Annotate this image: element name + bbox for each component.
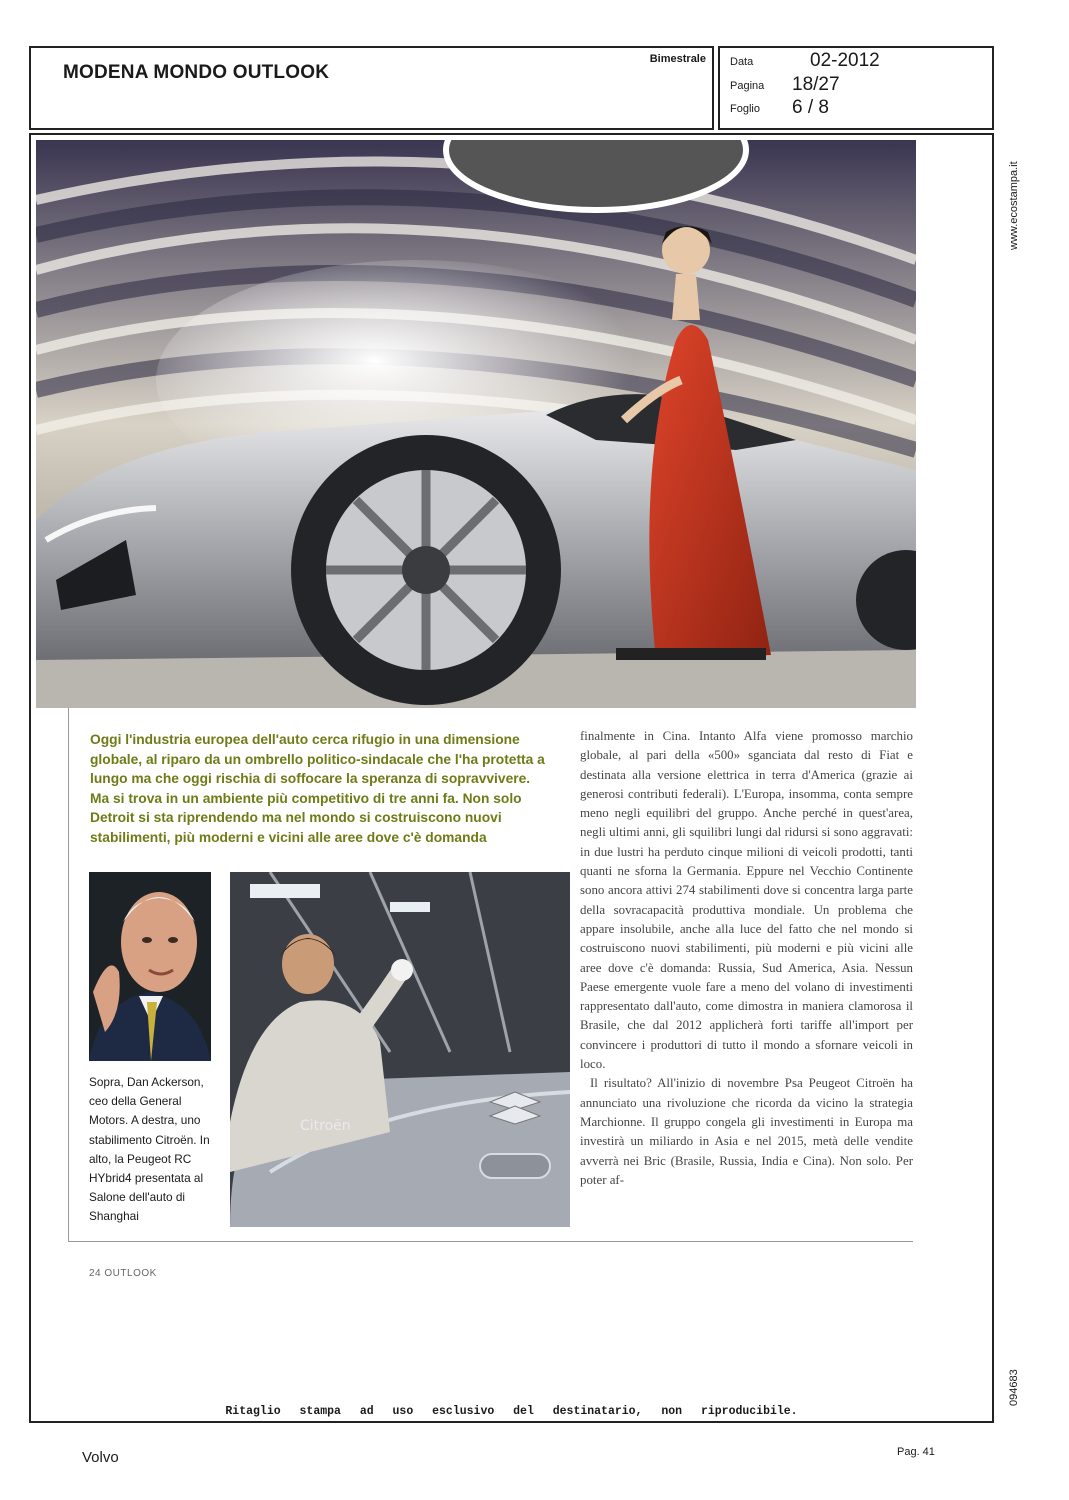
- lead-paragraph: Oggi l'industria europea dell'auto cerca rifugio in una dimensione globale, al riparo da un ombrello politico-sindacale che l'ha protetta a lungo ma che oggi rischia di soffocare la speranza di sopravvivere. Ma si trova in un ambiente più competitivo di tre anni fa. Non solo Detroit si sta riprendendo ma nel mondo si costruiscono nuovi stabilimenti, più moderni e vicini alle aree dove c'è domanda: [90, 732, 545, 845]
- factory-photo: [230, 872, 570, 1227]
- article-body: [580, 727, 913, 1190]
- page-number: Pag. 41: [897, 1446, 935, 1458]
- factory-badge: Citroën: [300, 1118, 351, 1134]
- publication-title: MODENA MONDO OUTLOOK: [63, 62, 330, 83]
- client-name: Volvo: [82, 1449, 119, 1466]
- body-paragraph-2: Il risultato? All'inizio di novembre Psa Peugeot Citroën ha annunciato una rivoluzione che ricorda da vicino la strategia Marchionne. Il gruppo congela gli investimenti in Europa ma investirà un miliardo in Asia e nel 2015, metà delle vendite avverrà nei Bric (Brasile, Russia, India e Cina). Non solo. Per poter af-: [580, 1076, 913, 1187]
- header-box: [29, 46, 714, 130]
- disclaimer-text: Ritaglio stampa ad uso esclusivo del destinatario, non riproducibile.: [225, 1405, 798, 1418]
- bottom-rule: [68, 1241, 913, 1242]
- photo-caption: Sopra, Dan Ackerson, ceo della General Motors. A destra, uno stabilimento Citroën. In alto, la Peugeot RC HYbrid4 presentata al Salone dell'auto di Shanghai: [89, 1075, 210, 1224]
- column-rule: [68, 708, 69, 1242]
- side-code: 094683: [1008, 1369, 1020, 1406]
- meta-page-label: Pagina: [730, 80, 765, 92]
- meta-data-label: Data: [730, 56, 754, 68]
- meta-sheet-label: Foglio: [730, 103, 760, 115]
- body-paragraph-1: finalmente in Cina. Intanto Alfa viene promosso marchio globale, al pari della «500» sganciata dal resto di Fiat e destinata alla versione elettrica in terra d'America (grazie ai generosi contributi federali). L'Europa, insomma, conta sempre meno negli equilibri del gruppo. Anche perché in quest'area, negli ultimi anni, gli squilibri lungi dal ridursi si sono aggravati: in due lustri ha perduto cinque milioni di veicoli prodotti, tanti quanti ne sforna la Germania. Eppure nel Vecchio Continente sono ancora attivi 274 stabilimenti dove si concentra larga parte della sovracapacità produttiva mondiale. Un problema che appare insolubile, anche alla luce del fatto che nel mondo si costruiscono nuovi stabilimenti, più moderni e più vicini alle aree dove c'è domanda: Russia, Sud America, Asia. Nessun Paese emergente vuole fare a meno del volano di investimenti rappresentato dall'auto, come dimostra in maniera clamorosa il Brasile, che dal 2012 applicherà forti tariffe all'import per convincere i produttori di tutto il mondo a sfornare veicoli in loco.: [580, 729, 913, 1072]
- periodicity-label: Bimestrale: [649, 53, 706, 65]
- meta-box: [718, 46, 994, 130]
- meta-sheet-value: 6 / 8: [792, 97, 829, 118]
- side-url: www.ecostampa.it: [1008, 161, 1020, 250]
- page-folio: 24 OUTLOOK: [89, 1268, 157, 1279]
- meta-data-value: 02-2012: [810, 50, 880, 71]
- hero-photo-car: [36, 140, 916, 708]
- portrait-photo: [89, 872, 211, 1061]
- meta-page-value: 18/27: [792, 74, 840, 95]
